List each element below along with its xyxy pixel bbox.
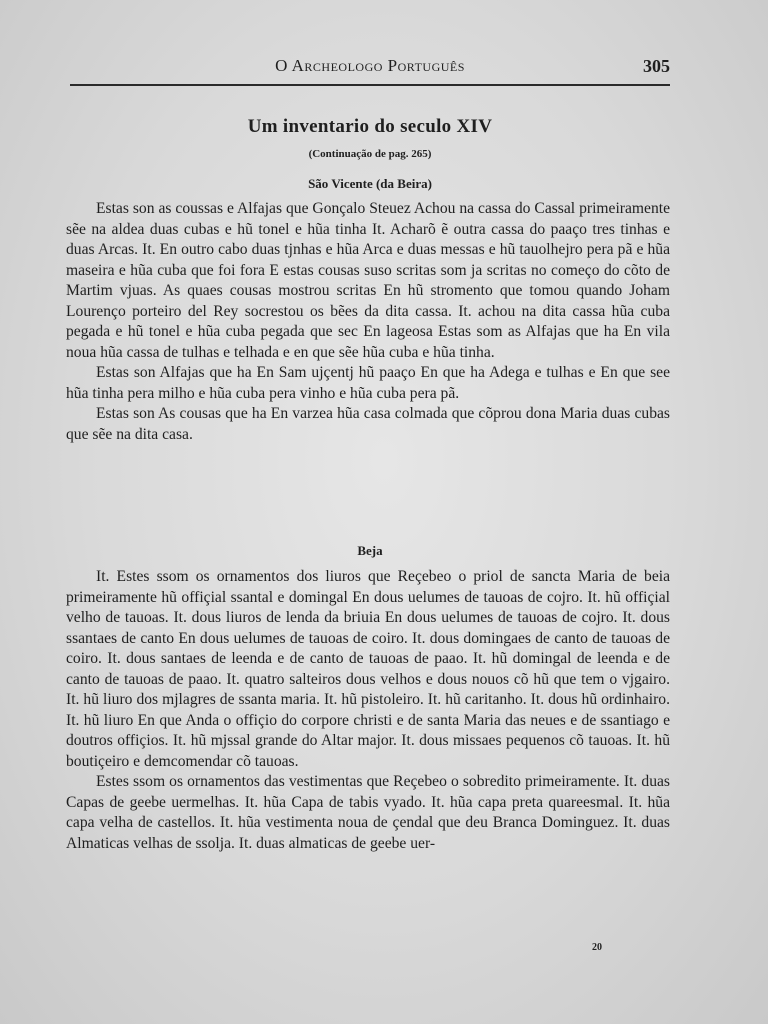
section-body-beja: [66, 567, 670, 854]
page-number: 305: [643, 56, 670, 76]
running-title: O Archeologo Português: [275, 56, 465, 75]
continuation-note: (Continuação de pag. 265): [308, 148, 432, 160]
paragraph: Estes ssom os ornamentos das vestimentas que Reçebeo o sobredito primeiramente. It. duas Capas de geebe uermelhas. It. hũa Capa de tabis vyado. It. hũa capa preta quareesmal. It. hũa capa velha de castellos. It. hũa vestimenta noua de çendal que deu Branca Dominguez. It. duas Almaticas velhas de ssolja. It. duas almaticas de geebe uer-: [66, 773, 670, 852]
paragraph: Estas son As cousas que ha En varzea hũa casa colmada que cõprou dona Maria duas cubas que sẽe na dita casa.: [66, 405, 670, 443]
paragraph: It. Estes ssom os ornamentos dos liuros que Reçebeo o priol de sancta Maria de beia primeiramente hũ offiçial ssantal e domingal En dous uelumes de tauoas de cojro. It. hũ offiçial velho de tauoas. It. dous liuros de lenda da briuia En dous uelumes de tauoas de cojro. It. dous ssantaes de canto En dous uelumes de tauoas de coiro. It. dous domingaes de canto de tauoas de coiro. It. dous santaes de leenda e de canto de tauoas de paao. It. hũ domingal de leenda e de canto de tauoas de paao. It. quatro salteiros dous velhos e dous nouos cõ hũ que tem o vjgairo. It. hũ liuro dos mjlagres de ssanta maria. It. hũ pistoleiro. It. hũ caritanho. It. dous hũ ordinhairo. It. hũ liuro En que Anda o offiçio do corpore christi e de santa Maria das neues e de ssantiago e doutros offiçios. It. hũ mjssal grande do Altar major. It. dous missaes pequenos cõ tauoas. It. hũ boutiçeiro e demcomendar cõ tauoas.: [66, 568, 670, 770]
section-heading-sao-vicente: São Vicente (da Beira): [308, 176, 432, 191]
paragraph: Estas son as coussas e Alfajas que Gonçalo Steuez Achou na cassa do Cassal primeiramente sẽe na aldea duas cubas e hũ tonel e hũa tinha It. Acharõ ẽ outra cassa do paaço tres tinhas e duas Arcas. It. En outro cabo duas tjnhas e hũa Arca e duas messas e hũ tauolhejro pera pã e hũa maseira e hũa cuba que foi fora E estas cousas suso scritas som ja scritas no começo do cõto de Martim vjuas. As quaes cousas mostrou scritas En hũ stromento que tomou quando Joham Lourenço porteiro del Rey socrestou os bẽes da dita cassa. It. achou na dita cassa hũa cuba pegada e hũ tonel e hũa cuba pegada que sec En lageosa Estas som as Alfajas que ha En vila noua hũa cassa de tulhas e telhada e en que sẽe hũa cuba e hũa tinha.: [66, 200, 670, 361]
paragraph: Estas son Alfajas que ha En Sam ujçentj hũ paaço En que ha Adega e tulhas e En que see hũa tinha pera milho e hũa cuba pera vinho e hũa cuba pera pã.: [66, 364, 670, 402]
header-rule: [70, 84, 670, 86]
article-title: Um inventario do seculo XIV: [247, 116, 493, 137]
running-header: [70, 56, 670, 82]
printer-signature-mark: 20: [592, 942, 602, 953]
section-heading-beja: Beja: [357, 543, 383, 558]
section-body-sao-vicente: [66, 199, 670, 445]
